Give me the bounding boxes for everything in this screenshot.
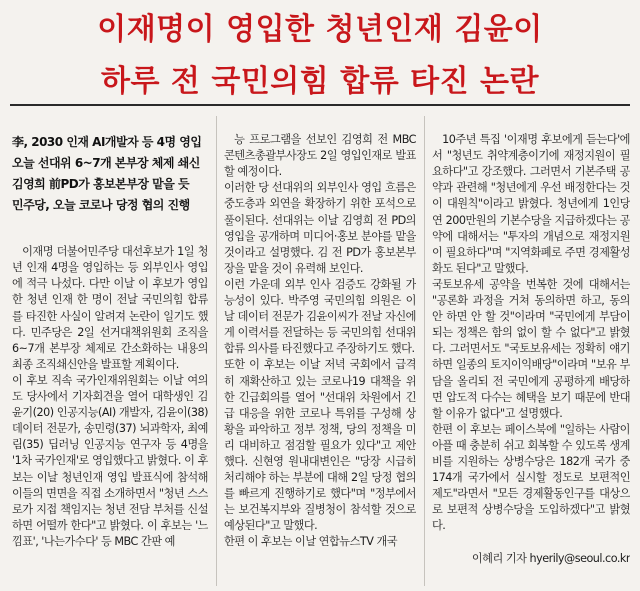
column-divider: [424, 116, 425, 586]
article-column-1: [12, 116, 208, 586]
subheadline: 李, 2030 인재 AI개발자 등 4명 영입 오늘 선대위 6~7개 본부장 체제 쇄신 김영희 前PD가 홍보본부장 맡을 듯 민주당, 오늘 코로나 당정 협의 진행: [12, 135, 202, 213]
headline-line-2: 하루 전 국민의힘 합류 타진 논란: [101, 64, 539, 99]
column-divider: [216, 116, 217, 586]
headline-line-1: 이재명이 영입한 청년인재 김윤이: [97, 12, 543, 47]
article-text-col2: 능 프로그램을 선보인 김영희 전 MBC 콘텐츠총괄부사장도 2일 영입인재로 발표할 예정이다. 이러한 당 선대위의 외부인사 영입 흐름은 중도층과 외연을 확장하기 위한 포석으로 풀이된다. 선대위는 이날 김영희 전 PD의 영입을 공개하며 미디어·홍보 분야를 맡을 것이라고 설명했다. 김 전 PD가 홍보본부장을 맡을 것이 유력해 보인다. 이런 가운데 외부 인사 검증도 강화될 가능성이 있다. 박주영 국민의힘 의원은 이날 데이터 전문가 김윤이씨가 전날 자신에게 이력서를 전달하는 등 국민의힘 선대위 합류 의사를 타진했다고 주장하기도 했다. 또한 이 후보는 이날 저녁 국회에서 급격히 재확산하고 있는 코로나19 대책을 위한 긴급회의를 열어 "선대위 차원에서 긴급 대응을 위한 코로나 특위를 구성해 상황을 파악하고 정부 정책, 당의 정책을 미리 대비하고 점검할 필요가 있다"고 제안했다. 신현영 원내대변인은 "당장 시급히 처리해야 하는 부분에 대해 2일 당정 협의를 빠르게 진행하기로 했다"며 "정부에서는 보건복지부와 질병청이 참석할 것으로 예상된다"고 말했다. 한편 이 후보는 이날 연합뉴스TV 개국: [224, 133, 416, 549]
article-column-2: [224, 116, 416, 586]
article-text-col3: 10주년 특집 '이재명 후보에게 듣는다'에서 "청년도 취약계층이기에 재정지원이 필요하다"고 강조했다. 그러면서 기본주택 공약과 관련해 "청년에게 우선 배정한다는 것이 대원칙"이라고 밝혔다. 청년에게 1인당 연 200만원의 기본수당을 지급하겠다는 공약에 대해서는 "투자의 개념으로 재정지원이 필요하다"며 "지역화폐로 주면 경제활성화도 된다"고 말했다. 국토보유세 공약을 번복한 것에 대해서는 "공론화 과정을 거쳐 동의하면 하고, 동의 안 하면 안 할 것"이라며 "국민에게 부담이 되는 정책은 함의 없이 할 수 없다"고 밝혔다. 그러면서도 "국토보유세는 정확히 얘기하면 일종의 토지이익배당"이라며 "보유 부담을 올리되 전 국민에게 공평하게 배당하면 압도적 다수는 혜택을 보기 때문에 반대할 이유가 없다"고 설명했다. 한편 이 후보는 페이스북에 "일하는 사람이 아플 때 충분히 쉬고 회복할 수 있도록 생계비를 지원하는 상병수당은 182개 국가 중 174개 국가에서 실시할 정도로 보편적인 제도"라면서 "모든 경제활동인구를 대상으로 보편적 상병수당을 도입하겠다"고 밝혔다.: [432, 133, 630, 533]
article-text-col1: 이재명 더불어민주당 대선후보가 1일 청년 인재 4명을 영입하는 등 외부인사 영입에 적극 나섰다. 다만 이날 이 후보가 영입한 청년 인재 한 명이 전날 국민의힘 합류를 타진한 사실이 알려져 논란이 일기도 했다. 민주당은 2일 선거대책위원회 조직을 6~7개 본부장 체제로 간소화하는 내용의 최종 조직쇄신안을 발표할 계획이다. 이 후보 직속 국가인재위원회는 이날 여의도 당사에서 기자회견을 열어 대학생인 김윤기(20) 인공지능(AI) 개발자, 김윤이(38) 데이터 전문가, 송민령(37) 뇌과학자, 최예림(35) 딥러닝 인공지능 연구자 등 4명을 '1차 국가인재'로 영입했다고 밝혔다. 이 후보는 이날 청년인재 영입 발표식에 참석해 이들의 면면을 직접 소개하면서 "청년 스스로가 지접 책임지는 청년 전담 부처를 신설하면 어떨까 한다"고 밝혔다. 이 후보는 '느낌표', '나는가수다' 등 MBC 간판 예: [12, 245, 208, 548]
byline: 이혜리 기자 hyerily@seoul.co.kr: [471, 551, 630, 565]
article-column-3: [432, 116, 630, 586]
headline-divider: [10, 104, 630, 106]
